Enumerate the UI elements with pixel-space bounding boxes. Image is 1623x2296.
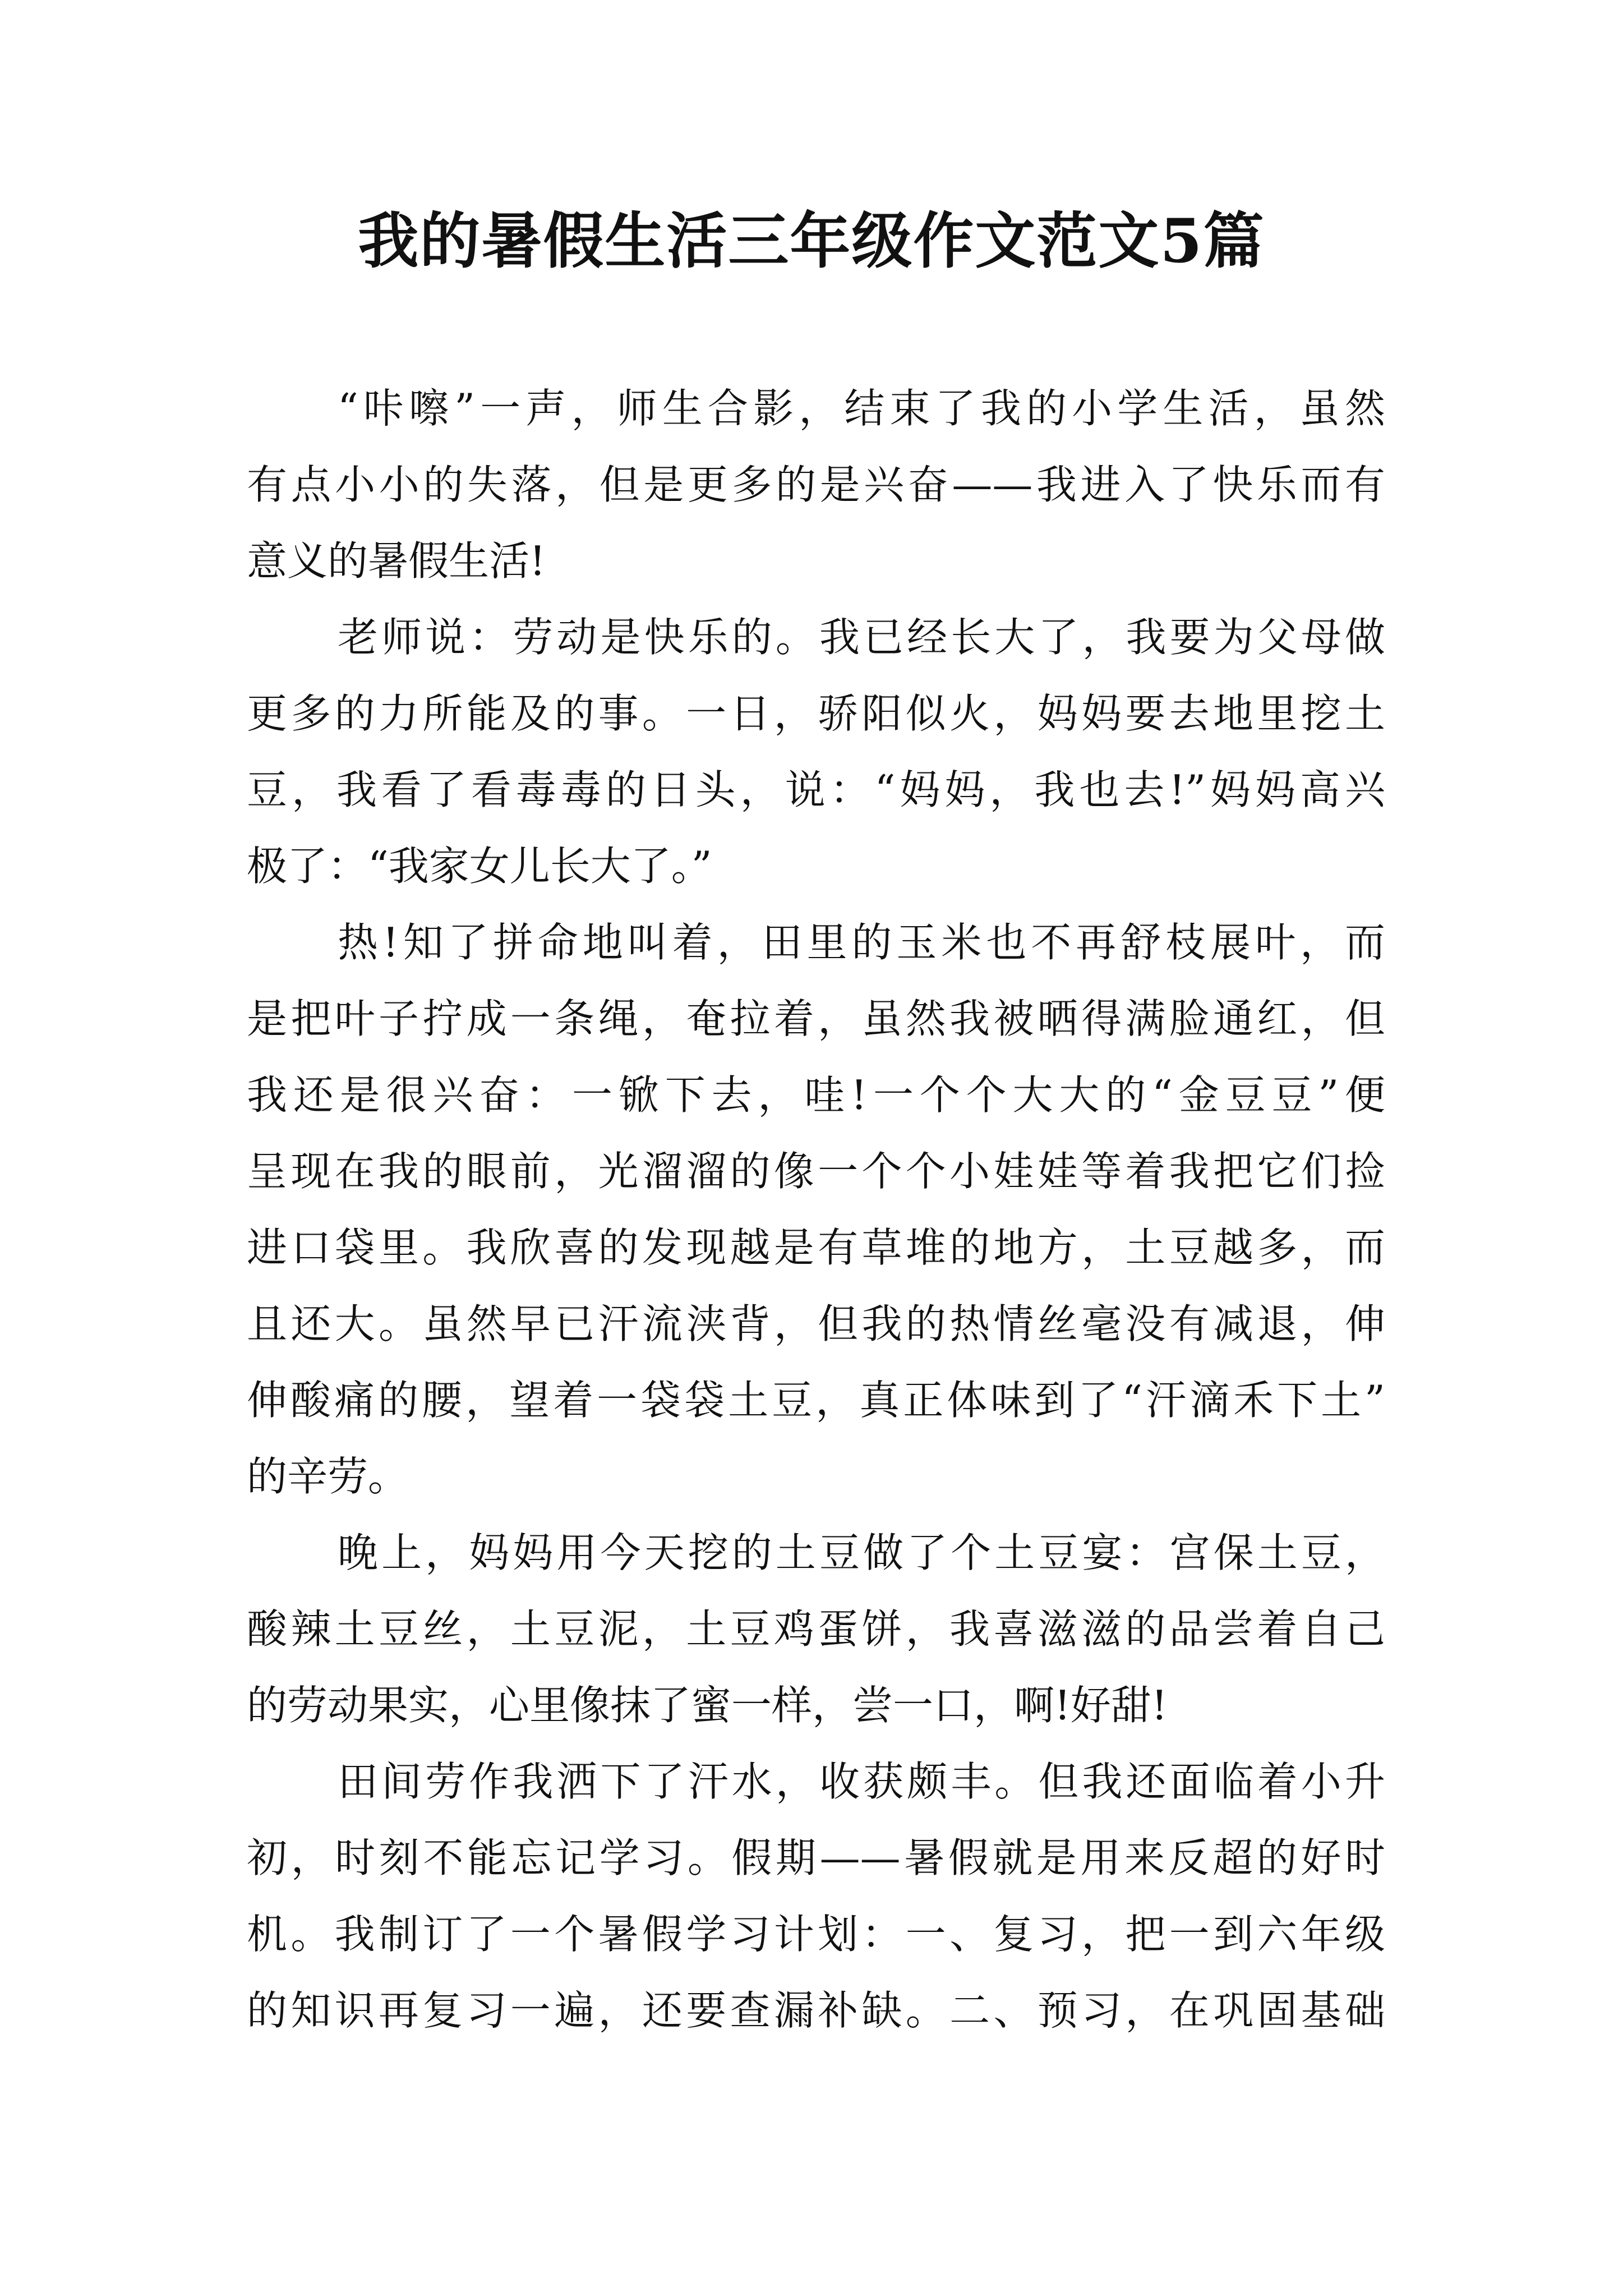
text-line: 是把叶子拧成一条绳，奄拉着，虽然我被晒得满脸通红，但 bbox=[247, 995, 1385, 1042]
text-line: 田间劳作我洒下了汗水，收获颇丰。但我还面临着小升 bbox=[338, 1758, 1385, 1805]
text-line: 初，时刻不能忘记学习。假期——暑假就是用来反超的好时 bbox=[247, 1834, 1385, 1881]
document-title: 我的暑假生活三年级作文范文5篇 bbox=[358, 206, 1265, 277]
text-line: 呈现在我的眼前，光溜溜的像一个个小娃娃等着我把它们捡 bbox=[247, 1148, 1385, 1195]
text-line: 的辛劳。 bbox=[247, 1453, 409, 1500]
text-line: 老师说：劳动是快乐的。我已经长大了，我要为父母做 bbox=[338, 614, 1385, 661]
text-line: “咔嚓”一声，师生合影，结束了我的小学生活，虽然 bbox=[338, 385, 1385, 432]
text-line: 更多的力所能及的事。一日，骄阳似火，妈妈要去地里挖土 bbox=[247, 690, 1385, 737]
text-line: 的知识再复习一遍，还要查漏补缺。二、预习，在巩固基础 bbox=[247, 1987, 1385, 2034]
text-line: 豆，我看了看毒毒的日头，说：“妈妈，我也去!”妈妈高兴 bbox=[247, 766, 1385, 813]
text-line: 机。我制订了一个暑假学习计划：一、复习，把一到六年级 bbox=[247, 1911, 1385, 1958]
text-line: 进口袋里。我欣喜的发现越是有草堆的地方，土豆越多，而 bbox=[247, 1224, 1385, 1271]
text-line: 的劳动果实，心里像抹了蜜一样，尝一口，啊!好甜! bbox=[247, 1682, 1168, 1729]
document-body bbox=[247, 370, 1385, 2049]
text-line: 我还是很兴奋：一锨下去，哇!一个个大大的“金豆豆”便 bbox=[247, 1071, 1385, 1119]
text-line: 晚上，妈妈用今天挖的土豆做了个土豆宴：宫保土豆， bbox=[338, 1529, 1385, 1576]
text-line: 有点小小的失落，但是更多的是兴奋——我进入了快乐而有 bbox=[247, 461, 1385, 508]
text-line: 意义的暑假生活! bbox=[247, 537, 546, 585]
text-line: 伸酸痛的腰，望着一袋袋土豆，真正体味到了“汗滴禾下土” bbox=[247, 1377, 1385, 1424]
text-line: 极了：“我家女儿长大了。” bbox=[247, 843, 712, 890]
text-line: 且还大。虽然早已汗流浃背，但我的热情丝毫没有减退，伸 bbox=[247, 1300, 1385, 1347]
text-line: 酸辣土豆丝，土豆泥，土豆鸡蛋饼，我喜滋滋的品尝着自己 bbox=[247, 1605, 1385, 1653]
text-line: 热!知了拼命地叫着，田里的玉米也不再舒枝展叶，而 bbox=[338, 919, 1385, 966]
